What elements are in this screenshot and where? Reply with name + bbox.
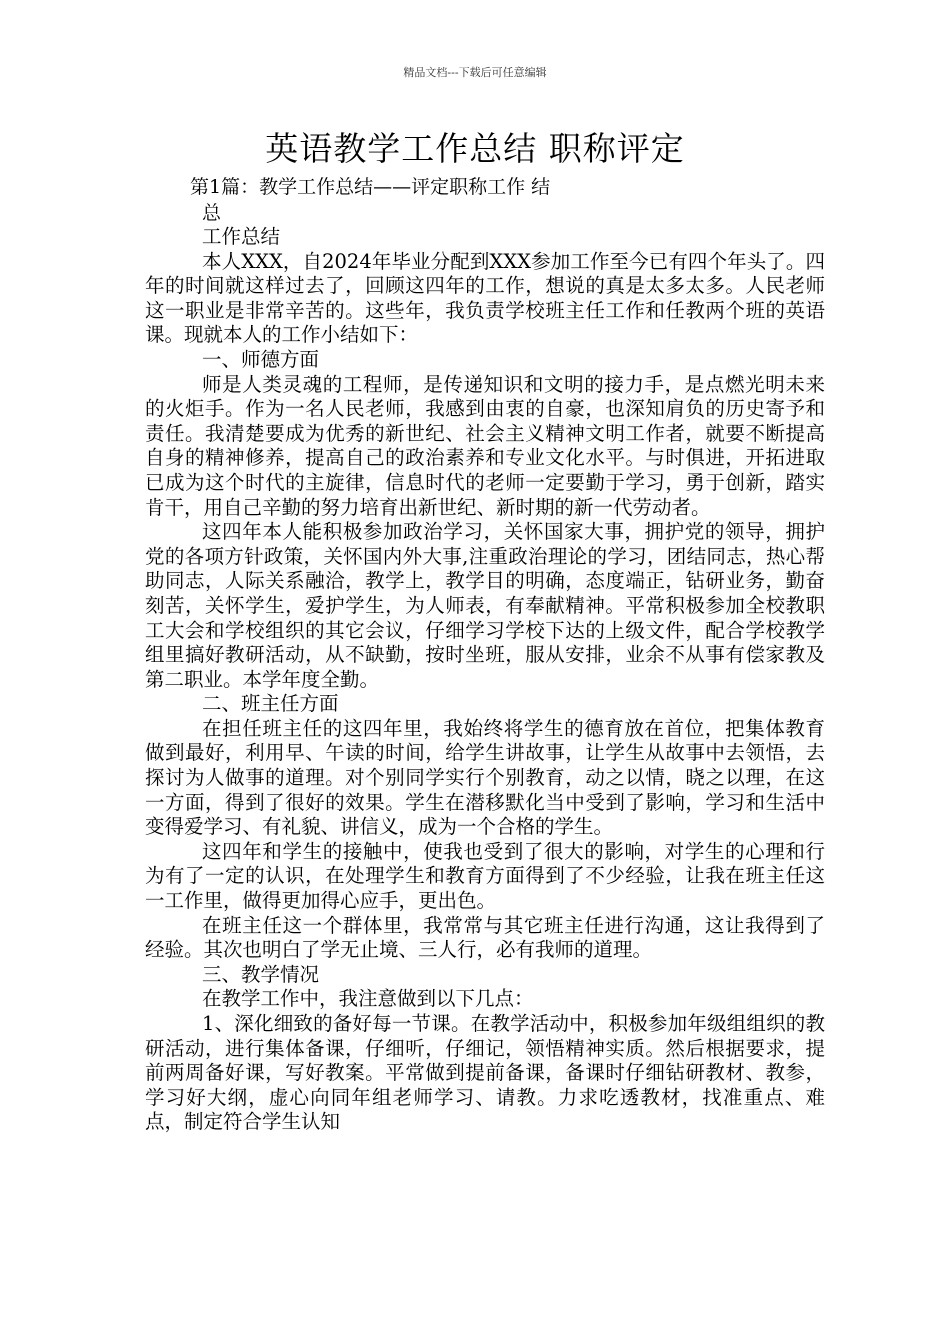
body-paragraph: 1、深化细致的备好每一节课。在教学活动中，积极参加年级组组织的教研活动，进行集体备课，仔细听，仔细记，领悟精神实质。然后根据要求，提前两周备好课，写好教案。平常做到提前备课，备课时仔细钻研教材、教参，学习好大纲，虚心向同年组老师学习、请教。力求吃透教材，找准重点、难点，制定符合学生认知 — [145, 1012, 825, 1134]
subtitle-line-1: 第1篇：教学工作总结——评定职称工作 结 — [190, 176, 551, 198]
section-heading-class-teacher: 二、班主任方面 — [202, 692, 339, 716]
body-paragraph: 这四年和学生的接触中，使我也受到了很大的影响，对学生的心理和行为有了一定的认识，在处理学生和教育方面得到了不少经验，让我在班主任这一工作里，做得更加得心应手，更出色。 — [145, 839, 825, 913]
page-header-note: 精品文档---下载后可任意编辑 — [403, 66, 547, 79]
document-body — [145, 225, 825, 1135]
section-heading-teaching: 三、教学情况 — [202, 962, 320, 986]
body-paragraph: 师是人类灵魂的工程师，是传递知识和文明的接力手，是点燃光明未来的火炬手。作为一名人民老师，我感到由衷的自豪，也深知肩负的历史寄予和责任。我清楚要成为优秀的新世纪、社会主义精神文明工作者，就要不断提高自身的精神修养，提高自己的政治素养和专业文化水平。与时俱进，开拓进取已成为这个时代的主旋律，信息时代的老师一定要勤于学习，勇于创新，踏实肯干，用自己辛勤的努力培育出新世纪、新时期的新一代劳动者。 — [145, 372, 825, 519]
body-paragraph: 在班主任这一个群体里，我常常与其它班主任进行沟通，这让我得到了经验。其次也明白了学无止境、三人行，必有我师的道理。 — [145, 913, 825, 962]
document-title: 英语教学工作总结 职称评定 — [265, 129, 685, 168]
body-paragraph: 在担任班主任的这四年里，我始终将学生的德育放在首位，把集体教育做到最好，利用早、午读的时间，给学生讲故事，让学生从故事中去领悟，去探讨为人做事的道理。对个别同学实行个别教育，动之以情，晓之以理，在这一方面，得到了很好的效果。学生在潜移默化当中受到了影响，学习和生活中变得爱学习、有礼貌、讲信义，成为一个合格的学生。 — [145, 716, 825, 839]
document-subtitle — [190, 174, 630, 226]
subtitle-line-2: 总 — [202, 202, 222, 224]
body-paragraph: 在教学工作中，我注意做到以下几点： — [202, 987, 534, 1011]
section-heading-ethics: 一、师德方面 — [202, 347, 320, 371]
body-paragraph: 这四年本人能积极参加政治学习，关怀国家大事，拥护党的领导，拥护党的各项方针政策，关怀国内外大事,注重政治理论的学习，团结同志，热心帮助同志，人际关系融洽，教学上，教学目的明确，态度端正，钻研业务，勤奋刻苦，关怀学生，爱护学生，为人师表，有奉献精神。平常积极参加全校教职工大会和学校组织的其它会议，仔细学习学校下达的上级文件，配合学校教学组里搞好教研活动，从不缺勤，按时坐班，服从安排，业余不从事有偿家教及第二职业。本学年度全勤。 — [145, 520, 825, 691]
section-label-work-summary: 工作总结 — [202, 225, 281, 248]
body-paragraph-intro: 本人XXX，自2024年毕业分配到XXX参加工作至今已有四个年头了。四年的时间就这样过去了，回顾这四年的工作，想说的真是太多太多。人民老师这一职业是非常辛苦的。这些年，我负责学校班主任工作和任教两个班的英语课。现就本人的工作小结如下： — [145, 249, 825, 347]
